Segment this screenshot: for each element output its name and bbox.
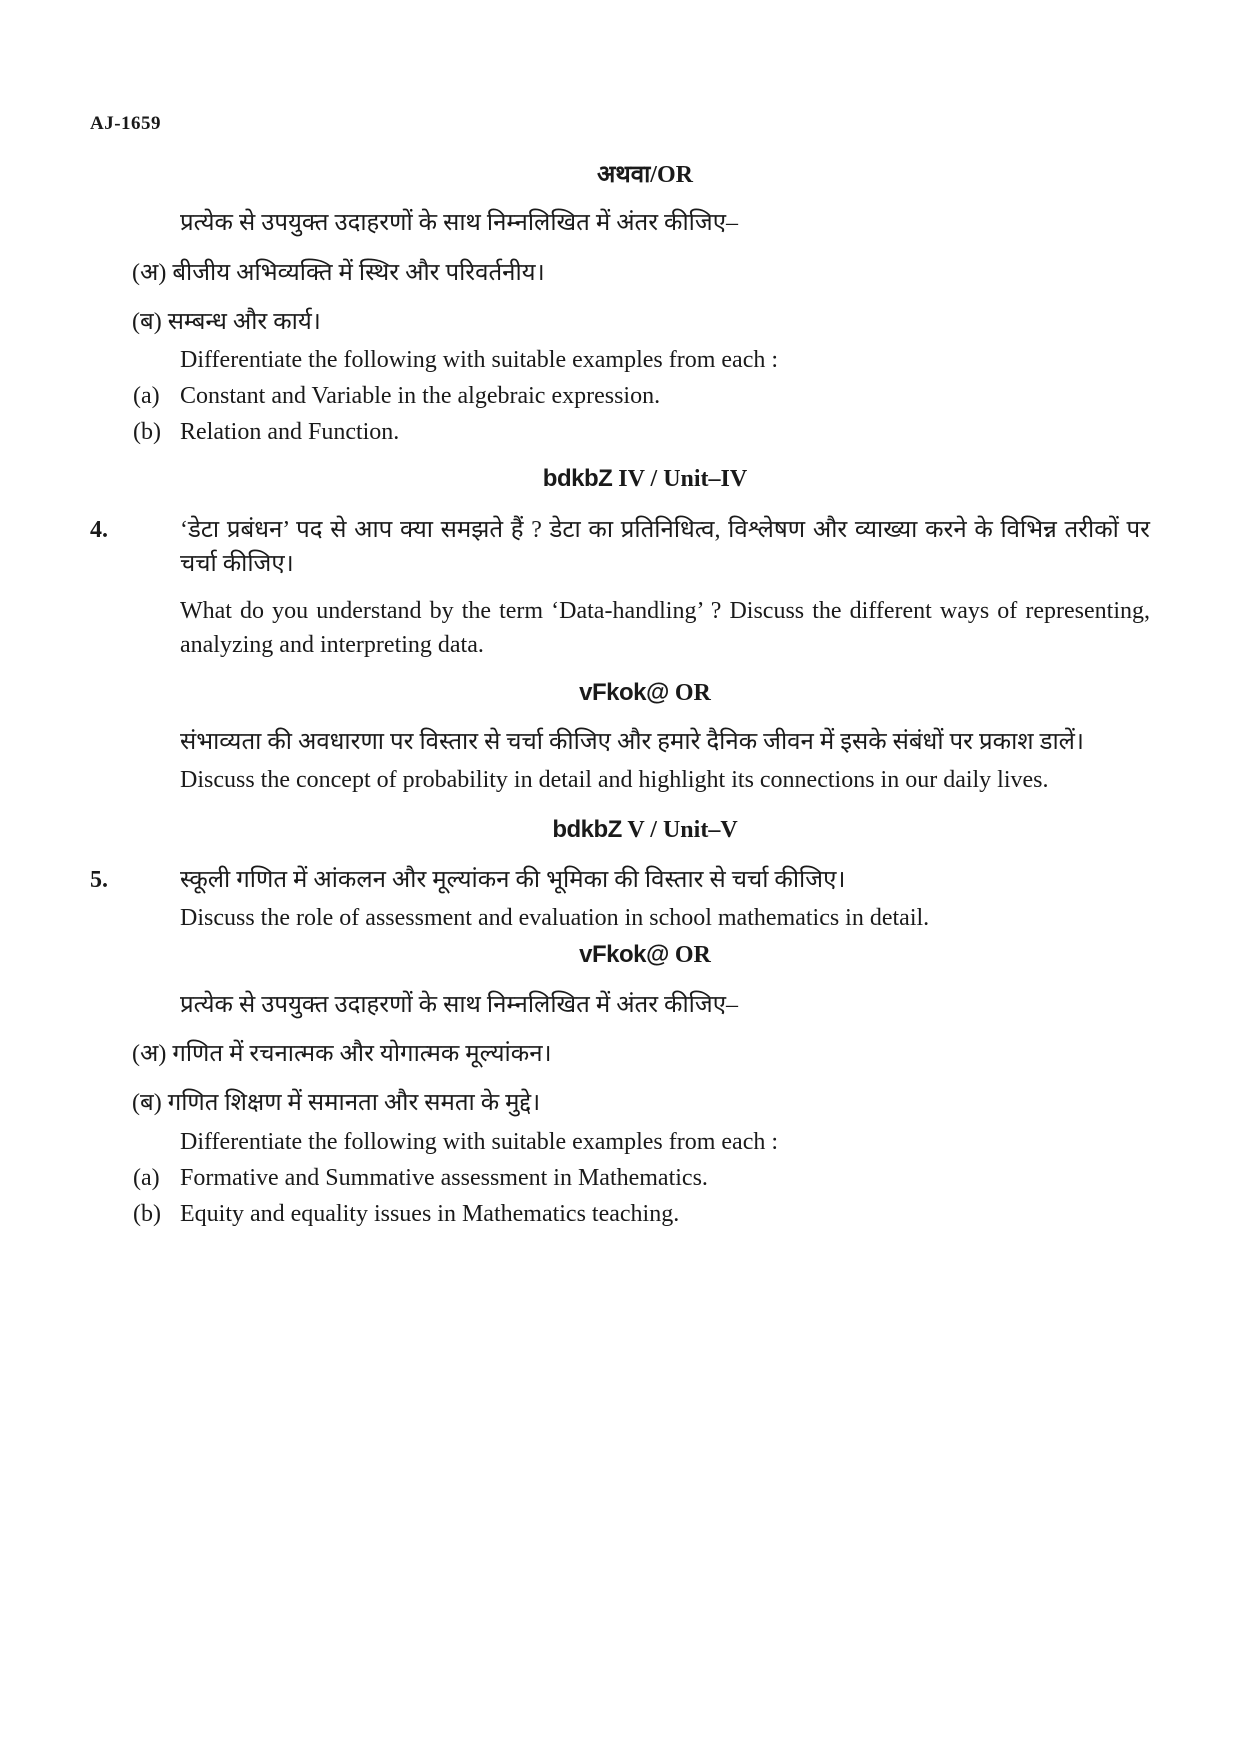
item-label: (a) bbox=[133, 1165, 160, 1191]
question-number: 4. bbox=[90, 517, 108, 543]
hindi-item-b: (ब) गणित शिक्षण में समानता और समता के मुद्दे। bbox=[132, 1090, 541, 1116]
hindi-instruction: प्रत्येक से उपयुक्त उदाहरणों के साथ निम्नलिखित में अंतर कीजिए– bbox=[180, 210, 738, 236]
item-label: (b) bbox=[133, 1201, 161, 1227]
question-number: 5. bbox=[90, 867, 108, 893]
hindi-item-a: (अ) बीजीय अभिव्यक्ति में स्थिर और परिवर्तनीय। bbox=[132, 260, 545, 286]
unit-label: V / Unit–V bbox=[627, 817, 738, 843]
question-english-text: What do you understand by the term ‘Data-handling’ ? Discuss the different ways of representing, analyzing and interpreting data. bbox=[180, 598, 1150, 658]
or-label: OR bbox=[674, 942, 711, 968]
unit-garbled-label: bdkbZ bbox=[552, 816, 622, 843]
english-item-b bbox=[133, 1199, 679, 1229]
hindi-instruction: प्रत्येक से उपयुक्त उदाहरणों के साथ निम्नलिखित में अंतर कीजिए– bbox=[180, 992, 738, 1018]
english-item-a bbox=[133, 1163, 708, 1193]
english-instruction: Differentiate the following with suitable examples from each : bbox=[180, 347, 779, 373]
or-label: OR bbox=[674, 680, 711, 706]
or-garbled-label: vFkok@ bbox=[579, 941, 669, 968]
item-label: (b) bbox=[133, 419, 161, 445]
english-instruction: Differentiate the following with suitable examples from each : bbox=[180, 1129, 779, 1155]
unit-v-heading bbox=[0, 815, 1242, 845]
question-hindi-text: स्कूली गणित में आंकलन और मूल्यांकन की भूमिका की विस्तार से चर्चा कीजिए। bbox=[180, 867, 846, 893]
unit-garbled-label: bdkbZ bbox=[542, 465, 613, 492]
question-english-text: Discuss the role of assessment and evaluation in school mathematics in detail. bbox=[180, 905, 930, 931]
or-garbled-label: vFkok@ bbox=[579, 679, 669, 706]
item-label: (a) bbox=[133, 383, 160, 409]
item-text: Relation and Function. bbox=[180, 419, 400, 445]
or-heading bbox=[0, 678, 1242, 708]
alternative-english-text: Discuss the concept of probability in detail and highlight its connections in our daily lives. bbox=[180, 767, 1049, 793]
or-heading: अथवा/OR bbox=[597, 162, 693, 188]
hindi-item-a: (अ) गणित में रचनात्मक और योगात्मक मूल्यांकन। bbox=[132, 1041, 552, 1067]
unit-iv-heading bbox=[0, 464, 1242, 494]
item-text: Constant and Variable in the algebraic expression. bbox=[180, 383, 661, 409]
hindi-item-b: (ब) सम्बन्ध और कार्य। bbox=[132, 309, 321, 335]
english-item-b bbox=[133, 417, 399, 447]
item-text: Equity and equality issues in Mathematics teaching. bbox=[180, 1201, 680, 1227]
unit-label: IV / Unit–IV bbox=[618, 466, 748, 492]
english-item-a bbox=[133, 381, 660, 411]
question-hindi-text: ‘डेटा प्रबंधन’ पद से आप क्या समझते हैं ? डेटा का प्रतिनिधित्व, विश्लेषण और व्याख्या करने के विभिन्न तरीकों पर चर्चा कीजिए। bbox=[180, 517, 1150, 577]
paper-code: AJ-1659 bbox=[90, 113, 162, 134]
item-text: Formative and Summative assessment in Mathematics. bbox=[180, 1165, 708, 1191]
alternative-hindi-text: संभाव्यता की अवधारणा पर विस्तार से चर्चा कीजिए और हमारे दैनिक जीवन में इसके संबंधों पर प्रकाश डालें। bbox=[180, 729, 1085, 755]
or-heading bbox=[0, 940, 1242, 970]
